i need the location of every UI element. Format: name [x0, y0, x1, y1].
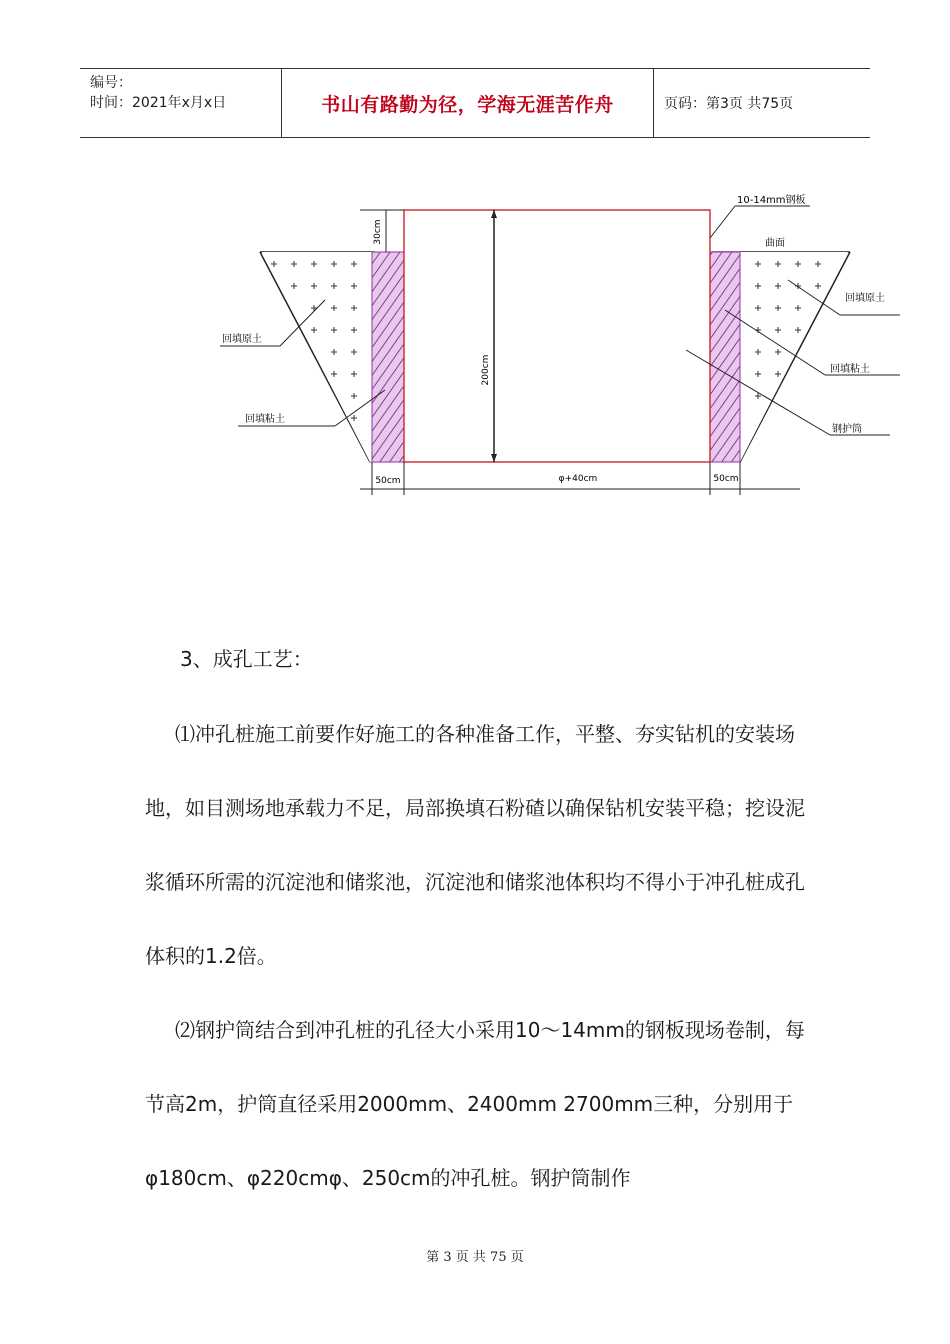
steel-casing	[404, 210, 710, 462]
page-header	[80, 68, 870, 138]
header-page-label: 页码：第3页 共75页	[664, 96, 794, 112]
clay-band-right	[710, 252, 740, 462]
dim-right-label: 50cm	[713, 474, 739, 484]
page-footer: 第 3 页 共 75 页	[426, 1250, 524, 1265]
header-meta	[80, 69, 282, 137]
header-motto: 书山有路勤为径，学海无涯苦作舟	[282, 69, 654, 137]
label-fill-soil-left: 回填原土	[222, 334, 262, 345]
time-label: 时间：2021年x月x日	[90, 95, 227, 111]
label-steel: 10-14mm钢板	[737, 195, 806, 206]
paragraph-1-text: ⑴冲孔桩施工前要作好施工的各种准备工作，平整、夯实钻机的安装场地，如目测场地承载力不足，局部换填石粉碴以确保钻机安装平稳；挖设泥浆循环所需的沉淀池和储浆池，沉淀池和储浆池体积均不得小于冲孔桩成孔体积的1.2倍。	[145, 722, 805, 968]
section-heading: 3、成孔工艺：	[180, 647, 313, 671]
label-ground: 曲面	[765, 238, 785, 249]
backfill-left	[262, 252, 372, 462]
dim-diameter-label: φ+40cm	[558, 474, 598, 484]
paragraph-1	[145, 697, 810, 993]
code-label: 编号：	[90, 75, 132, 91]
dim-left-label: 50cm	[375, 476, 401, 486]
paragraph-2-text: ⑵钢护筒结合到冲孔桩的孔径大小采用10～14mm的钢板现场卷制，每节高2m，护筒直径采用2000mm、2400mm 2700mm三种，分别用于φ180cm、φ220cmφ、250cm的冲孔桩。钢护筒制作	[145, 1018, 805, 1190]
label-casing: 钢护筒	[832, 424, 862, 435]
clay-band-left	[372, 252, 404, 462]
label-fill-clay-right: 回填粘土	[830, 364, 870, 375]
label-fill-clay-left: 回填粘土	[245, 414, 285, 425]
dim-top-label: 30cm	[373, 219, 383, 245]
paragraph-2	[145, 993, 810, 1215]
dim-height-label: 200cm	[481, 354, 491, 386]
casing-diagram	[200, 160, 900, 505]
label-fill-soil-right: 回填原土	[845, 293, 885, 304]
